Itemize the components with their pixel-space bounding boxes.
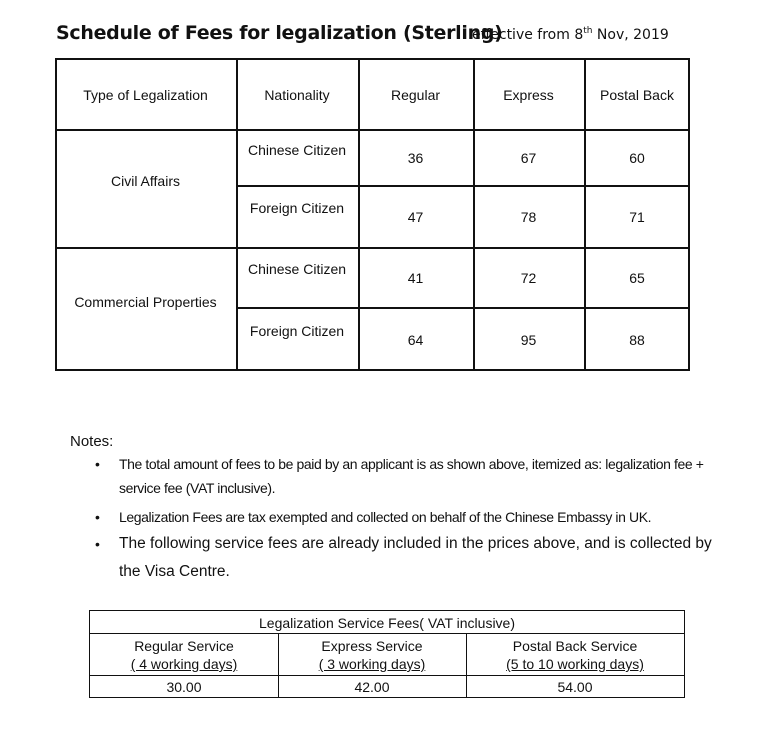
note-text: The total amount of fees to be paid by an applicant is as shown above, itemized as: legalization fee + service fee (VAT inclusive). [119,456,704,496]
bullet-icon: • [95,509,100,525]
fee-regular: 64 [407,332,424,348]
express-service-fee: 42.00 [354,679,390,695]
header-express: Express [503,86,554,103]
fee-postal-back: 71 [629,209,645,225]
note-item [95,505,720,529]
service-name: Postal Back Service [512,638,638,654]
header-regular: Regular [390,86,441,103]
fee-regular: 36 [407,150,424,166]
fee-regular: 47 [407,209,424,225]
service-fees-table [89,610,685,698]
type-commercial-properties: Commercial Properties [74,294,217,310]
caption-divider [90,633,684,634]
effective-date-suffix: Nov, 2019 [592,27,669,43]
regular-service-fee: 30.00 [166,679,202,695]
fee-express: 67 [520,150,537,166]
notes-list [95,452,720,586]
fee-row-divider [90,675,684,676]
note-item [95,452,720,500]
fee-postal-back: 88 [629,332,645,348]
header-type-of-legalization: Type of Legalization [83,86,208,103]
document-title: Schedule of Fees for legalization (Sterling) [56,22,503,44]
fee-express: 78 [520,209,537,225]
note-item [95,530,720,586]
service-days: ( 4 working days) [130,656,238,672]
service-fees-caption: Legalization Service Fees( VAT inclusive) [259,615,515,631]
effective-date [472,27,669,43]
header-nationality: Nationality [264,86,330,103]
fee-express: 72 [520,270,537,286]
service-name: Express Service [321,638,423,654]
express-service-header [278,637,466,673]
effective-date-prefix: effective from 8 [472,27,584,43]
fee-postal-back: 60 [629,150,645,166]
fee-postal-back: 65 [629,270,645,286]
effective-date-ordinal: th [583,26,593,36]
fee-table [55,58,690,371]
service-days: ( 3 working days) [318,656,426,672]
postal-back-service-header [466,637,684,673]
fee-regular: 41 [407,270,424,286]
note-text: The following service fees are already included in the prices above, and is collected by the Visa Centre. [119,535,712,580]
fee-express: 95 [520,332,537,348]
civil-row-divider [236,185,690,187]
note-text: Legalization Fees are tax exempted and collected on behalf of the Chinese Embassy in UK. [119,509,652,525]
header-postal-back: Postal Back [600,86,674,103]
type-civil-affairs: Civil Affairs [111,173,180,189]
postal-back-service-fee: 54.00 [557,679,593,695]
nationality-cell: Foreign Citizen [249,200,345,216]
service-name: Regular Service [134,638,234,654]
service-days: (5 to 10 working days) [506,656,644,672]
nationality-cell: Chinese Citizen [247,142,347,158]
nationality-cell: Chinese Citizen [247,261,347,277]
table-border-bottom [55,369,690,371]
nationality-cell: Foreign Citizen [249,323,345,339]
bullet-icon: • [95,536,100,552]
regular-service-header [90,637,278,673]
bullet-icon: • [95,456,100,472]
commercial-row-divider [236,307,690,309]
notes-label: Notes: [70,433,114,450]
